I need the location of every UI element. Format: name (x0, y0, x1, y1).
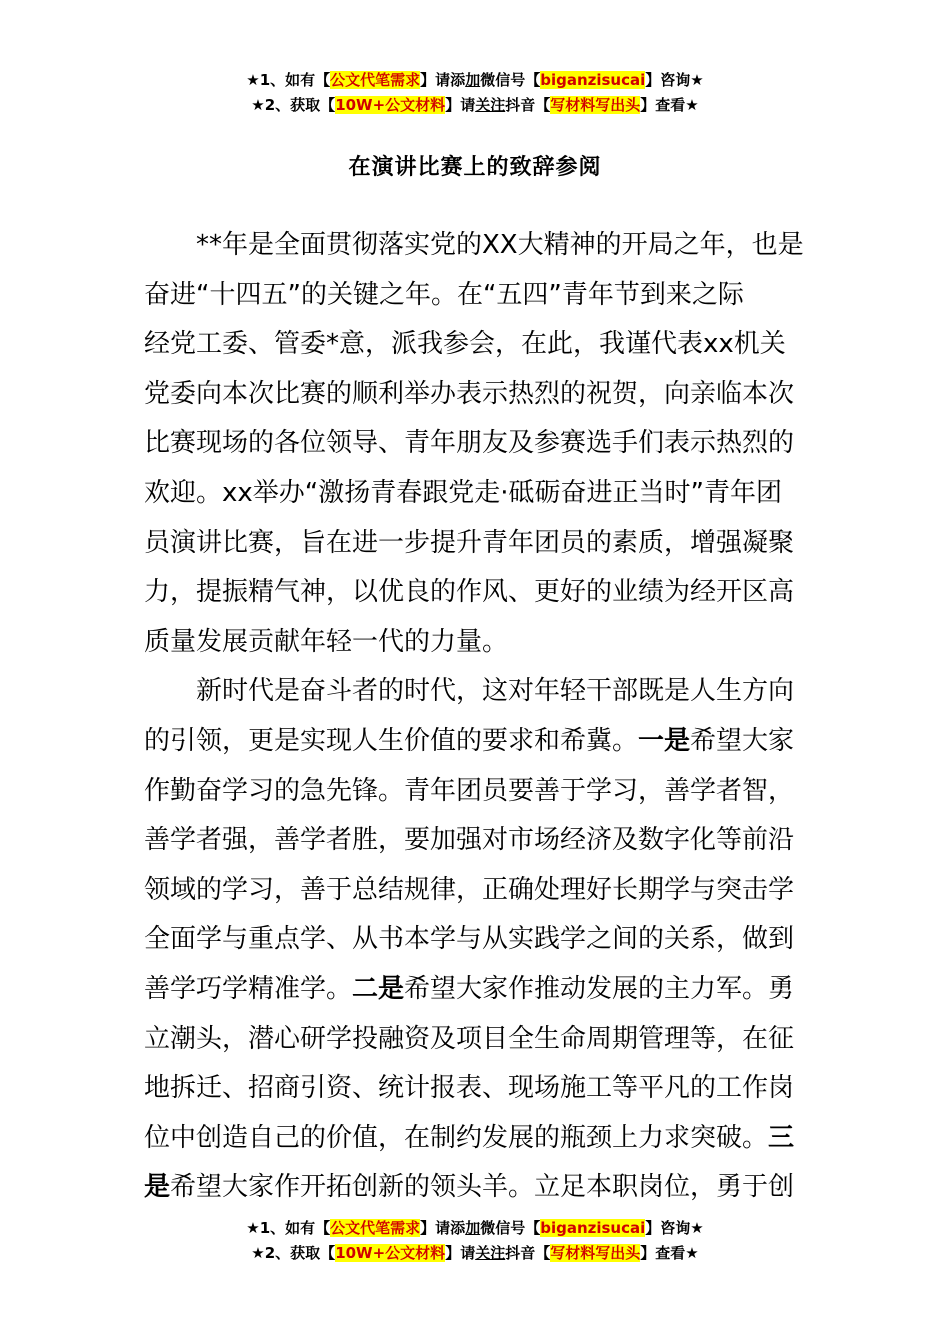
text-run: 位中创造自己的价值，在制约发展的瓶颈上力求突破。 (144, 1122, 769, 1153)
highlight-materials: 10W+公文材料 (335, 1244, 446, 1262)
banner-text: 】请添 (420, 1219, 466, 1237)
text-line: 立潮头，潜心研学投融资及项目全生命周期管理等，在征 (144, 1023, 795, 1054)
point-marker: 一是 (638, 725, 691, 756)
banner-text: 关注 (475, 96, 506, 114)
banner-text: 】查看★ (640, 96, 699, 114)
text-line (144, 717, 809, 767)
text-line: 地拆迁、招商引资、统计报表、现场施工等平凡的工作岗 (144, 1073, 795, 1104)
banner-text: 】请 (445, 1244, 476, 1262)
banner-text: 】请 (445, 96, 476, 114)
banner-text: ★1、如有【 (246, 71, 331, 89)
banner-text: ★2、获取【 (251, 1244, 336, 1262)
text-run: 希望大家作推动发展的主力军。勇 (404, 973, 795, 1004)
banner-text: 】请添 (420, 71, 466, 89)
highlight-service: 公文代笔需求 (330, 1219, 421, 1237)
banner-text: 】查看★ (640, 1244, 699, 1262)
highlight-douyin-account: 写材料写出头 (550, 1244, 641, 1262)
text-line (144, 1163, 809, 1213)
document-title: 在演讲比赛上的致辞参阅 (348, 155, 602, 180)
document-body (144, 221, 809, 1213)
banner-text: 】咨询★ (645, 71, 704, 89)
banner-line-1 (0, 68, 950, 93)
banner-text: 加 (465, 71, 481, 89)
text-line: 新时代是奋斗者的时代，这对年轻干部既是人生方向 (196, 676, 795, 707)
point-marker: 是 (144, 1172, 171, 1203)
banner-text: 关注 (475, 1244, 506, 1262)
banner-text: 加 (465, 1219, 481, 1237)
highlight-douyin-account: 写材料写出头 (550, 96, 641, 114)
text-line: 力，提振精气神，以优良的作风、更好的业绩为经开区高 (144, 577, 795, 608)
banner-text: ★2、获取【 (251, 96, 336, 114)
footer-banner (0, 1216, 950, 1266)
text-run: 善学巧学精准学。 (144, 973, 353, 1004)
point-marker: 二是 (352, 973, 405, 1004)
highlight-service: 公文代笔需求 (330, 71, 421, 89)
banner-line-1 (0, 1216, 950, 1241)
text-run: 希望大家 (690, 725, 795, 756)
text-line (144, 1114, 809, 1164)
header-banner (0, 68, 950, 118)
text-line: 善学者强，善学者胜，要加强对市场经济及数字化等前沿 (144, 825, 795, 856)
banner-text: 】咨询★ (645, 1219, 704, 1237)
banner-line-2 (0, 1241, 950, 1266)
banner-line-2 (0, 93, 950, 118)
text-run: 希望大家作开拓创新的领头羊。立足本职岗位，勇于创 (170, 1172, 795, 1203)
text-line: **年是全面贯彻落实党的XX大精神的开局之年，也是 (196, 230, 804, 260)
text-run: 的引领，更是实现人生价值的要求和希冀。 (144, 725, 639, 756)
text-line (144, 965, 809, 1015)
highlight-wechat-id: biganzisucai (540, 1219, 646, 1237)
banner-text: 微信号【 (480, 71, 541, 89)
point-marker: 三 (768, 1122, 795, 1153)
text-line: 奋进“十四五”的关键之年。在“五四”青年节到来之际 (144, 279, 744, 310)
banner-text: 抖音【 (505, 96, 551, 114)
banner-text: 微信号【 (480, 1219, 541, 1237)
highlight-materials: 10W+公文材料 (335, 96, 446, 114)
banner-text: ★1、如有【 (246, 1219, 331, 1237)
text-line: 欢迎。xx举办“激扬青春跟党走·砥砺奋进正当时”青年团 (144, 477, 782, 508)
text-line: 领域的学习，善于总结规律，正确处理好长期学与突击学 (144, 874, 795, 905)
banner-text: 抖音【 (505, 1244, 551, 1262)
text-line: 作勤奋学习的急先锋。青年团员要善于学习，善学者智， (144, 775, 795, 806)
text-line: 经党工委、管委*意，派我参会，在此，我谨代表xx机关 (144, 329, 786, 360)
text-line: 员演讲比赛，旨在进一步提升青年团员的素质，增强凝聚 (144, 527, 795, 558)
text-line: 比赛现场的各位领导、青年朋友及参赛选手们表示热烈的 (144, 428, 795, 459)
text-line: 全面学与重点学、从书本学与从实践学之间的关系，做到 (144, 924, 795, 955)
highlight-wechat-id: biganzisucai (540, 71, 646, 89)
text-line: 质量发展贡献年轻一代的力量。 (144, 626, 509, 657)
text-line: 党委向本次比赛的顺利举办表示热烈的祝贺，向亲临本次 (144, 378, 795, 409)
